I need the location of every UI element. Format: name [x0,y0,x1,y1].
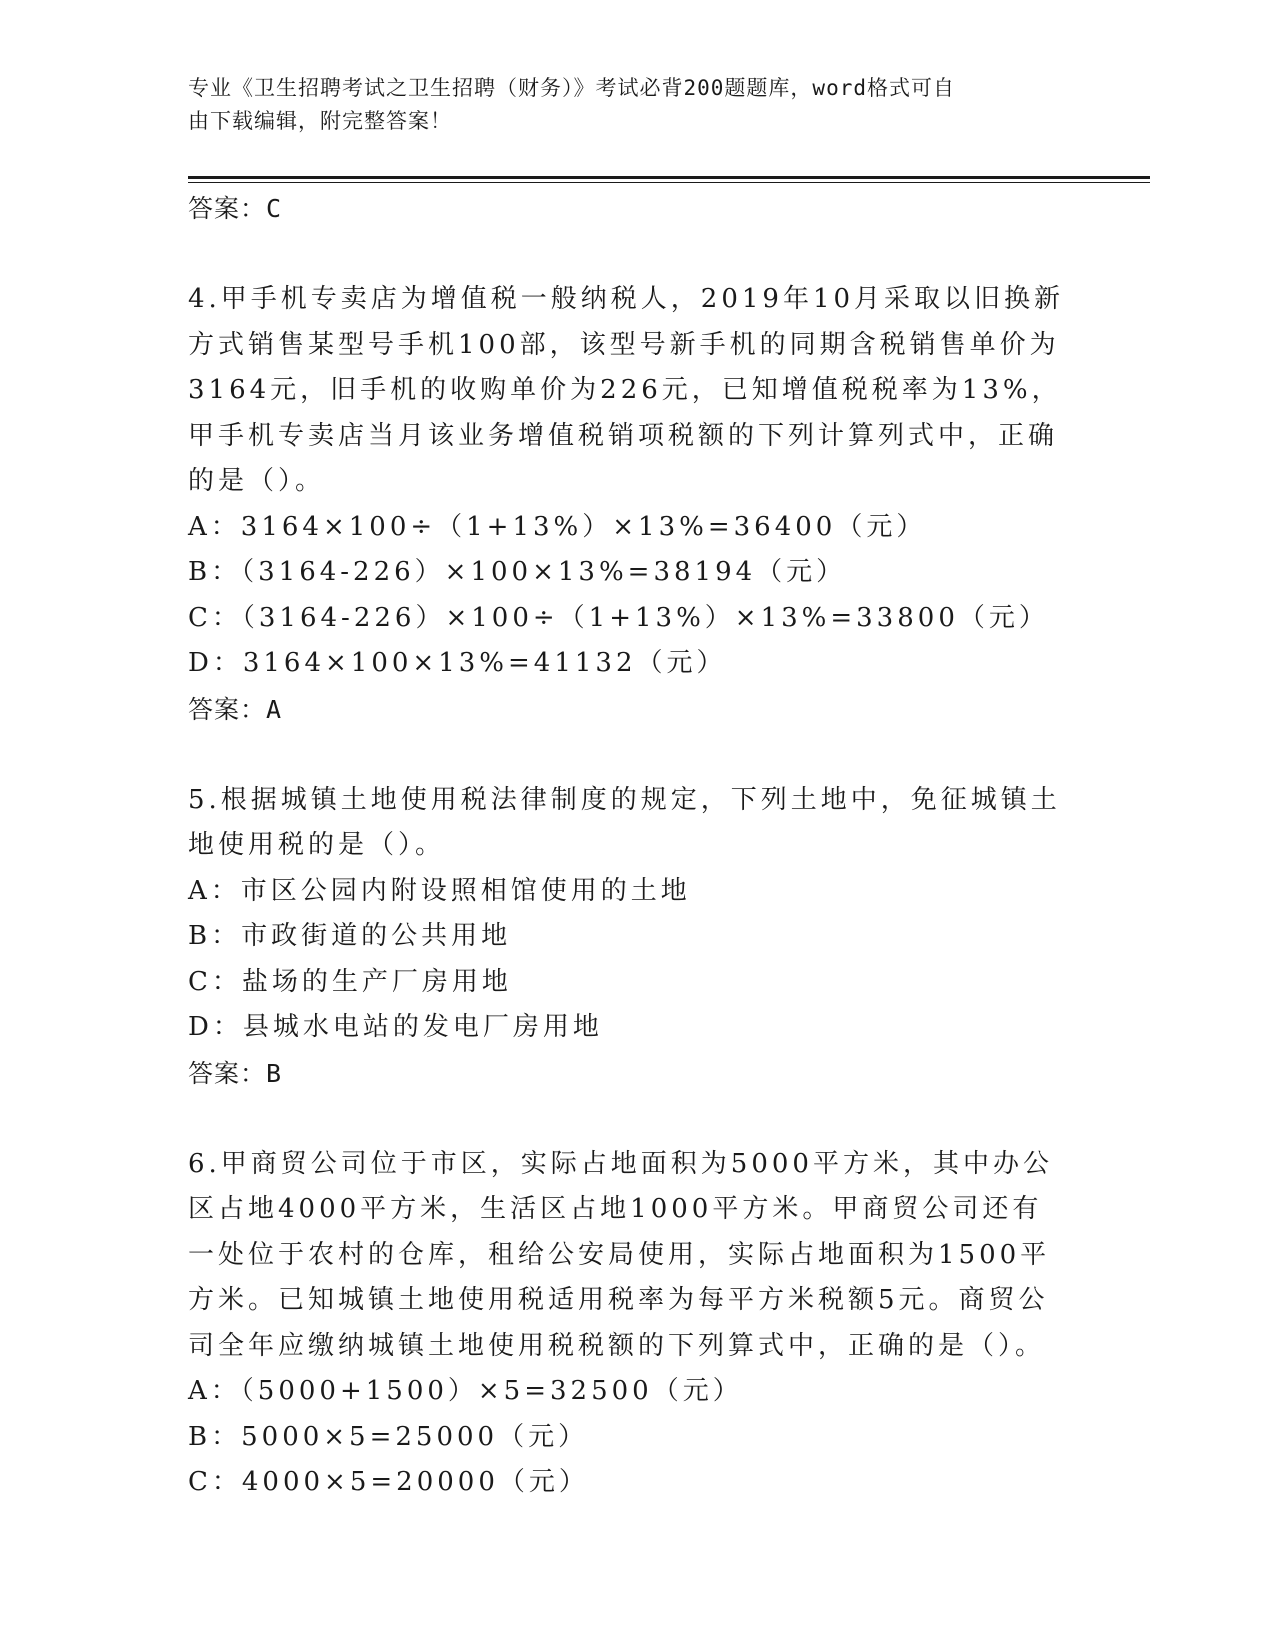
option-b: B：（3164-226）×100×13%=38194（元） [188,557,847,587]
header-line-1: 专业《卫生招聘考试之卫生招聘（财务）》考试必背200题题库，word格式可自 [188,76,955,100]
previous-answer: 答案：C [188,194,283,223]
option-a: A：（5000+1500）×5=32500（元） [188,1376,743,1406]
question-stem: 5.根据城镇土地使用税法律制度的规定，下列土地中，免征城镇土地使用税的是（）。 [188,784,1061,860]
question-stem: 6.甲商贸公司位于市区，实际占地面积为5000平方米，其中办公区占地4000平方米，生活区占地1000平方米。甲商贸公司还有一处位于农村的仓库，租给公安局使用，实际占地面积为1500平方米。已知城镇土地使用税适用税率为每平方米税额5元。商贸公司全年应缴纳城镇土地使用税税额的下列算式中，正确的是（）。 [188,1148,1053,1361]
option-c: C：（3164-226）×100÷（1+13%）×13%=33800（元） [188,602,1049,633]
option-a: A：市区公园内附设照相馆使用的土地 [188,875,691,906]
option-b: B：市政街道的公共用地 [188,921,512,951]
option-c: C：盐场的生产厂房用地 [188,966,512,997]
question-4 [188,277,1088,732]
header-divider-thick [188,176,1150,179]
question-stem: 4.甲手机专卖店为增值税一般纳税人，2019年10月采取以旧换新方式销售某型号手机100部，该型号新手机的同期含税销售单价为3164元，旧手机的收购单价为226元，已知增值税税率为13%，甲手机专卖店当月该业务增值税销项税额的下列计算列式中，正确的是（）。 [188,284,1065,496]
header-divider-thin [188,182,1150,183]
document-body [188,186,1088,1506]
answer: 答案：A [188,694,283,724]
option-d: D：3164×100×13%=41132（元） [188,648,727,678]
question-6 [188,1142,1088,1506]
answer: 答案：B [188,1058,283,1088]
header-line-2: 由下载编辑，附完整答案！ [188,109,452,133]
option-a: A：3164×100÷（1+13%）×13%=36400（元） [188,511,927,542]
option-d: D：县城水电站的发电厂房用地 [188,1012,603,1042]
document-header [188,72,1068,138]
question-5 [188,778,1088,1096]
option-c: C：4000×5=20000（元） [188,1467,589,1497]
option-b: B：5000×5=25000（元） [188,1421,589,1452]
